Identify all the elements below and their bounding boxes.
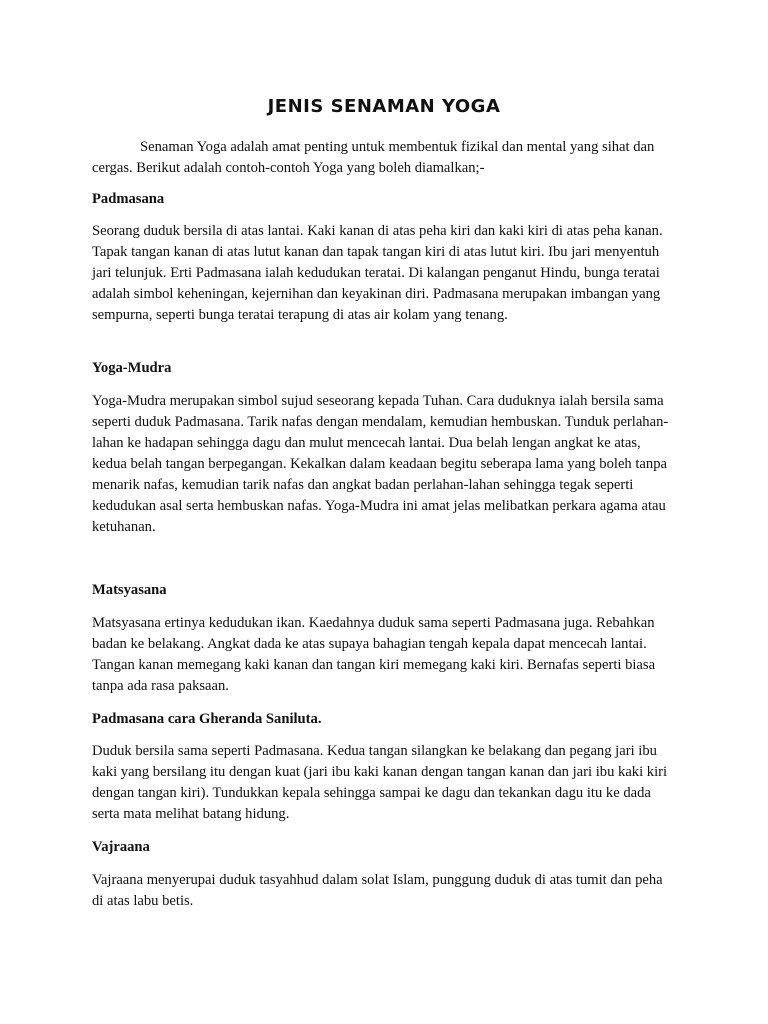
heading-vajraana: Vajraana: [92, 839, 150, 855]
heading-padmasana-gheranda: Padmasana cara Gheranda Saniluta.: [92, 711, 322, 727]
heading-matsyasana: Matsyasana: [92, 582, 167, 598]
paragraph-matsyasana: Matsyasana ertinya kedudukan ikan. Kaedahnya duduk sama seperti Padmasana juga. Rebahkan badan ke belakang. Angkat dada ke atas supaya bahagian tengah kepala dapat mencecah lantai. Tangan kanan memegang kaki kanan dan tangan kiri memegang kaki kiri. Bernafas seperti biasa tanpa ada rasa paksaan.: [92, 615, 656, 694]
paragraph-padmasana: Seorang duduk bersila di atas lantai. Kaki kanan di atas peha kiri dan kaki kiri di atas peha kanan. Tapak tangan kanan di atas lutut kanan dan tapak tangan kiri di atas lutut kiri. Ibu jari menyentuh jari telunjuk. Erti Padmasana ialah kedudukan teratai. Di kalangan penganut Hindu, bunga teratai adalah simbol keheningan, kejernihan dan keyakinan diri. Padmasana merupakan imbangan yang sempurna, seperti bunga teratai terapung di atas air kolam yang tenang.: [92, 223, 663, 323]
page-title: JENIS SENAMAN YOGA: [267, 96, 501, 117]
heading-yoga-mudra: Yoga-Mudra: [92, 360, 172, 376]
heading-padmasana: Padmasana: [92, 191, 165, 207]
paragraph-padmasana-gheranda: Duduk bersila sama seperti Padmasana. Kedua tangan silangkan ke belakang dan pegang jari ibu kaki yang bersilang itu dengan kuat (jari ibu kaki kanan dengan tangan kanan dan jari ibu kaki kiri dengan tangan kiri). Tundukkan kepala sehingga sampai ke dagu dan tekankan dagu itu ke dada serta mata melihat batang hidung.: [92, 743, 668, 822]
intro-paragraph: Senaman Yoga adalah amat penting untuk membentuk fizikal dan mental yang sihat dan cergas. Berikut adalah contoh-contoh Yoga yang boleh diamalkan;-: [92, 139, 655, 176]
paragraph-yoga-mudra: Yoga-Mudra merupakan simbol sujud seseorang kepada Tuhan. Cara duduknya ialah bersila sama seperti duduk Padmasana. Tarik nafas dengan mendalam, kemudian hembuskan. Tunduk perlahan-lahan ke hadapan sehingga dagu dan mulut mencecah lantai. Dua belah lengan angkat ke atas, kedua belah tangan berpegangan. Kekalkan dalam keadaan begitu seberapa lama yang boleh tanpa menarik nafas, kemudian tarik nafas dan angkat badan perlahan-lahan sehingga tegak seperti kedudukan asal serta hembuskan nafas. Yoga-Mudra ini amat jelas melibatkan perkara agama atau ketuhanan.: [92, 393, 669, 535]
paragraph-vajraana: Vajraana menyerupai duduk tasyahhud dalam solat Islam, punggung duduk di atas tumit dan peha di atas labu betis.: [92, 872, 663, 909]
